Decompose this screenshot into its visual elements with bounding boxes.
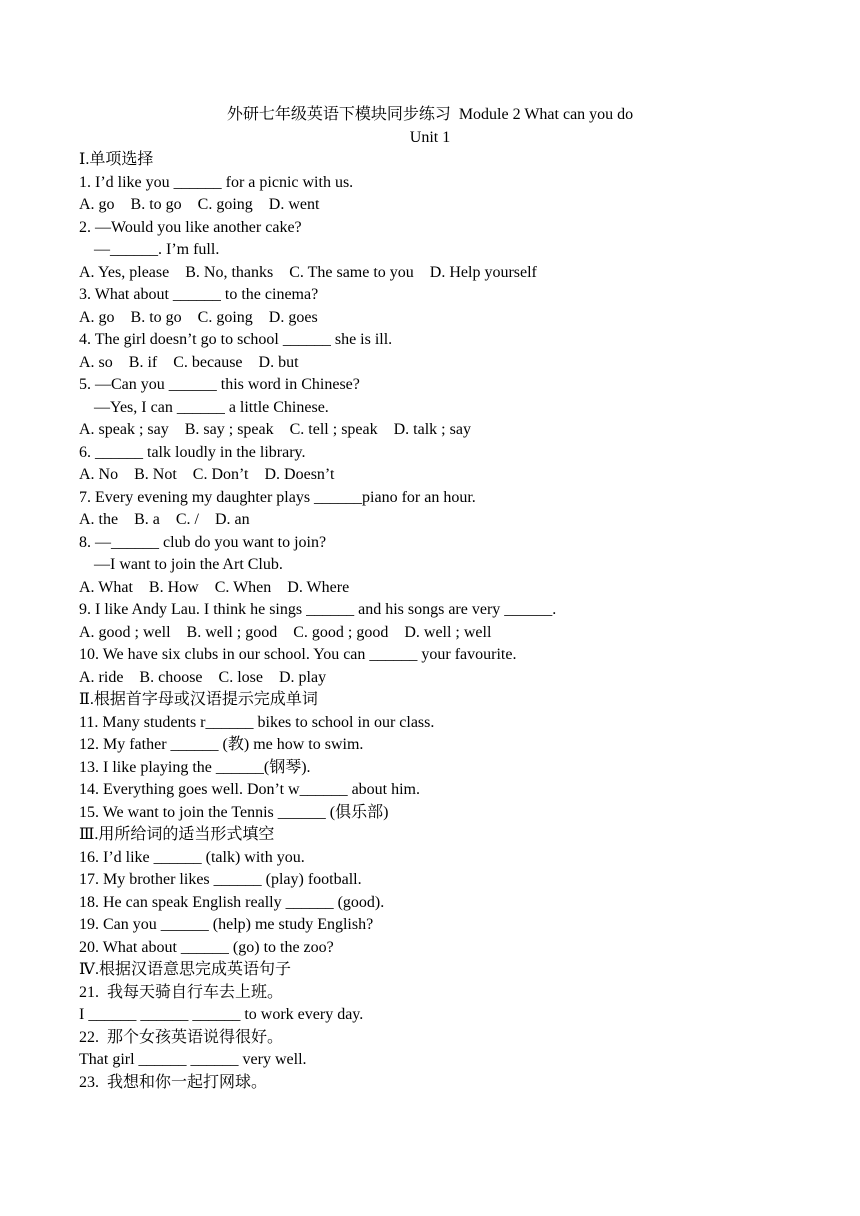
- question-line: 17. My brother likes ______ (play) football.: [79, 871, 362, 888]
- answer-options: A. Yes, please B. No, thanks C. The same to you D. Help yourself: [79, 263, 537, 281]
- question-line: —______. I’m full.: [94, 241, 220, 258]
- question-line: 21. 我每天骑自行车去上班。: [79, 983, 284, 1001]
- section-heading: Ⅱ.根据首字母或汉语提示完成单词: [79, 691, 318, 708]
- question-line: —Yes, I can ______ a little Chinese.: [94, 398, 329, 416]
- exercise-body: [79, 149, 819, 1094]
- answer-options: A. good ; well B. well ; good C. good ; good D. well ; well: [79, 623, 492, 641]
- answer-options: A. No B. Not C. Don’t D. Doesn’t: [79, 466, 335, 483]
- question-line: 8. —______ club do you want to join?: [79, 533, 327, 551]
- question-line: I ______ ______ ______ to work every day.: [79, 1006, 364, 1023]
- question-line: 10. We have six clubs in our school. You can ______ your favourite.: [79, 646, 517, 663]
- title-line-unit: Unit 1: [409, 128, 451, 146]
- question-line: —I want to join the Art Club.: [94, 556, 283, 573]
- answer-options: A. go B. to go C. going D. went: [79, 196, 320, 213]
- document-title: [0, 104, 860, 149]
- question-line: 23. 我想和你一起打网球。: [79, 1073, 268, 1091]
- question-line: 11. Many students r______ bikes to school in our class.: [79, 713, 435, 731]
- question-line: 6. ______ talk loudly in the library.: [79, 443, 306, 461]
- question-line: 14. Everything goes well. Don’t w______ about him.: [79, 781, 420, 798]
- answer-options: A. so B. if C. because D. but: [79, 353, 299, 371]
- answer-options: A. ride B. choose C. lose D. play: [79, 668, 327, 686]
- question-line: 2. —Would you like another cake?: [79, 218, 302, 236]
- title-line-main: 外研七年级英语下模块同步练习 Module 2 What can you do: [226, 106, 634, 123]
- question-line: 22. 那个女孩英语说得很好。: [79, 1028, 284, 1046]
- section-heading: Ⅲ.用所给词的适当形式填空: [79, 826, 275, 843]
- question-line: 9. I like Andy Lau. I think he sings ______ and his songs are very ______.: [79, 601, 557, 618]
- question-line: 18. He can speak English really ______ (good).: [79, 893, 385, 911]
- answer-options: A. the B. a C. / D. an: [79, 511, 250, 528]
- question-line: 1. I’d like you ______ for a picnic with us.: [79, 173, 354, 191]
- question-line: 3. What about ______ to the cinema?: [79, 286, 319, 303]
- question-line: 5. —Can you ______ this word in Chinese?: [79, 376, 360, 393]
- answer-options: A. speak ; say B. say ; speak C. tell ; speak D. talk ; say: [79, 421, 471, 438]
- question-line: 12. My father ______ (教) me how to swim.: [79, 736, 364, 753]
- question-line: 16. I’d like ______ (talk) with you.: [79, 848, 305, 866]
- section-heading: Ⅰ.单项选择: [79, 151, 154, 168]
- question-line: 7. Every evening my daughter plays ______piano for an hour.: [79, 488, 476, 506]
- question-line: That girl ______ ______ very well.: [79, 1051, 307, 1068]
- question-line: 19. Can you ______ (help) me study English?: [79, 916, 374, 933]
- section-heading: Ⅳ.根据汉语意思完成英语句子: [79, 961, 291, 978]
- question-line: 4. The girl doesn’t go to school ______ she is ill.: [79, 331, 393, 348]
- question-line: 13. I like playing the ______(钢琴).: [79, 758, 311, 776]
- answer-options: A. What B. How C. When D. Where: [79, 578, 350, 596]
- answer-options: A. go B. to go C. going D. goes: [79, 308, 318, 326]
- question-line: 20. What about ______ (go) to the zoo?: [79, 938, 334, 956]
- question-line: 15. We want to join the Tennis ______ (俱乐部): [79, 803, 389, 821]
